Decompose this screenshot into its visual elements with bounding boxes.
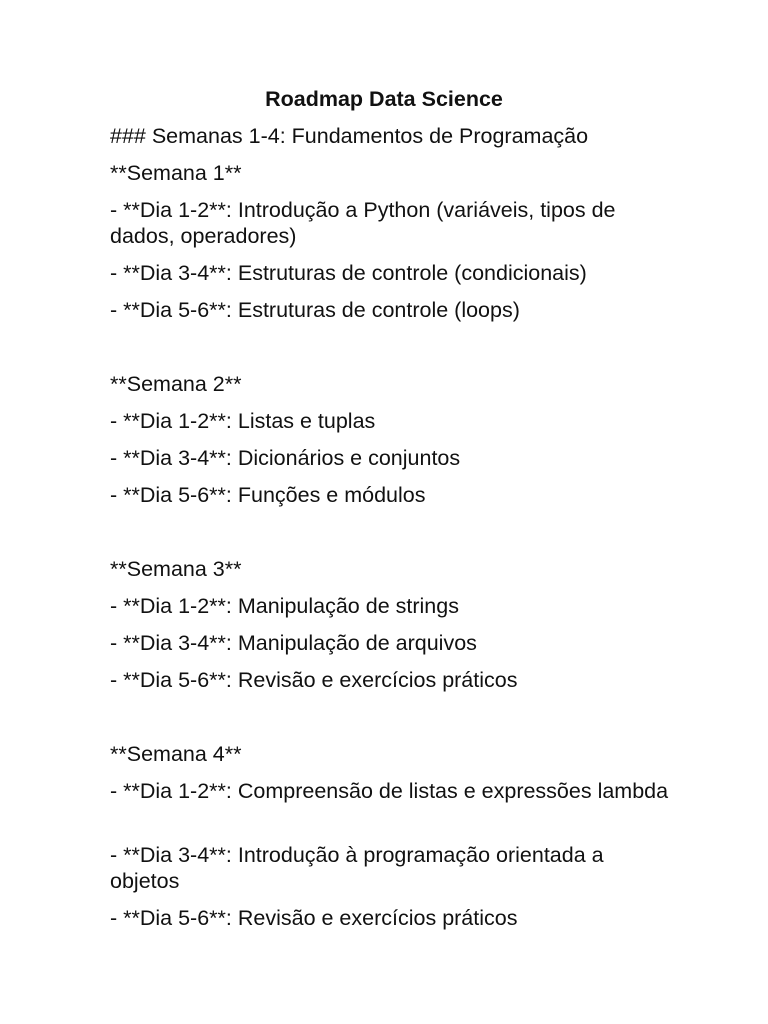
week-4-label: **Semana 4** bbox=[110, 742, 242, 766]
week-2-item-2: - **Dia 3-4**: Dicionários e conjuntos bbox=[110, 446, 461, 470]
week-4-item-3: - **Dia 5-6**: Revisão e exercícios práticos bbox=[110, 906, 518, 930]
week-2-item-3: - **Dia 5-6**: Funções e módulos bbox=[110, 483, 426, 507]
week-3-item-3: - **Dia 5-6**: Revisão e exercícios práticos bbox=[110, 668, 518, 692]
week-1-item-3: - **Dia 5-6**: Estruturas de controle (loops) bbox=[110, 298, 520, 322]
week-4-item-2: - **Dia 3-4**: Introdução à programação orientada a objetos bbox=[110, 843, 610, 893]
week-1-item-1: - **Dia 1-2**: Introdução a Python (variáveis, tipos de dados, operadores) bbox=[110, 198, 622, 248]
week-1-item-2: - **Dia 3-4**: Estruturas de controle (condicionais) bbox=[110, 261, 587, 285]
week-4-item-1: - **Dia 1-2**: Compreensão de listas e expressões lambda bbox=[110, 779, 669, 803]
week-1-label: **Semana 1** bbox=[110, 161, 242, 185]
week-2-item-1: - **Dia 1-2**: Listas e tuplas bbox=[110, 409, 376, 433]
document-title: Roadmap Data Science bbox=[265, 87, 503, 111]
week-3-label: **Semana 3** bbox=[110, 557, 242, 581]
week-2-label: **Semana 2** bbox=[110, 372, 242, 396]
week-3-item-2: - **Dia 3-4**: Manipulação de arquivos bbox=[110, 631, 477, 655]
section-heading: ### Semanas 1-4: Fundamentos de Programação bbox=[110, 124, 589, 148]
week-3-item-1: - **Dia 1-2**: Manipulação de strings bbox=[110, 594, 459, 618]
